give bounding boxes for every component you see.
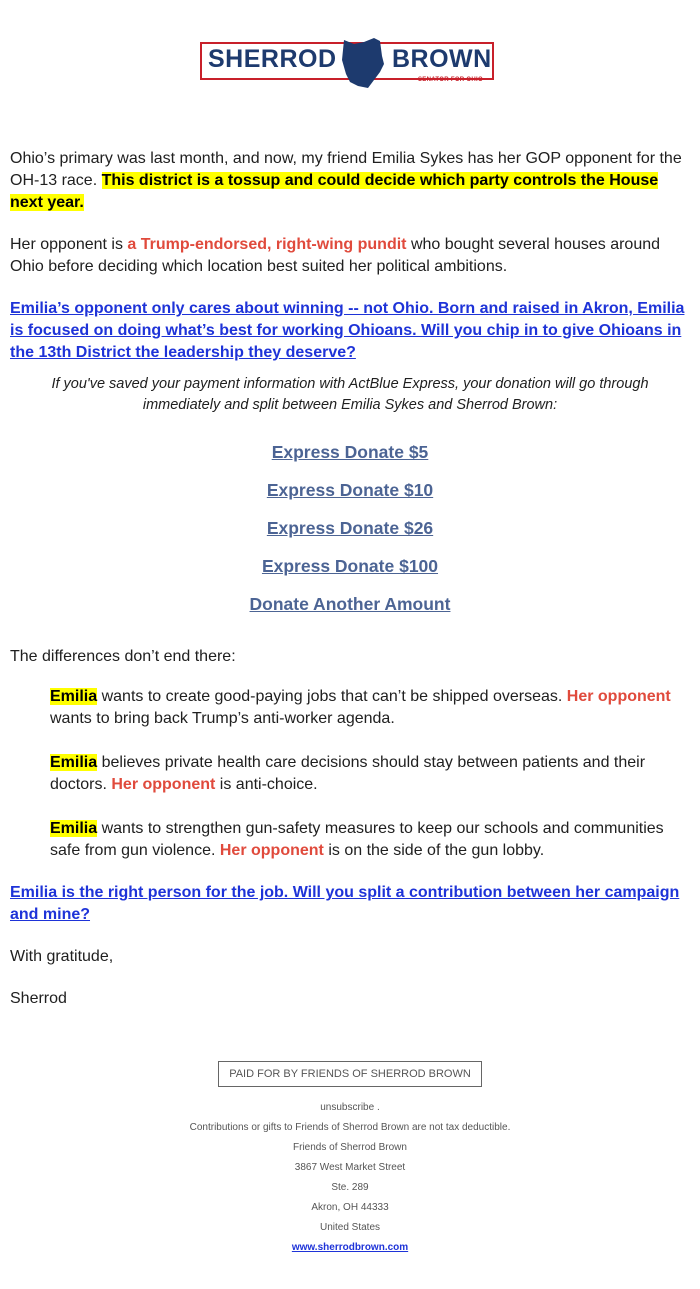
emilia-name: Emilia bbox=[50, 754, 98, 771]
opponent-paragraph bbox=[10, 234, 690, 278]
intro-paragraph bbox=[10, 148, 690, 214]
donate-row-5 bbox=[0, 442, 700, 463]
bullet-text: believes private health care decisions should stay between patients and their doctors. bbox=[50, 754, 646, 793]
suite: Ste. 289 bbox=[331, 1182, 369, 1193]
list-item bbox=[50, 686, 680, 730]
donate-row-26 bbox=[0, 518, 700, 539]
tax-note: Contributions or gifts to Friends of Sherrod Brown are not tax deductible. bbox=[189, 1122, 511, 1133]
list-item bbox=[50, 752, 680, 796]
logo-first-name: SHERROD bbox=[208, 45, 337, 73]
website-row bbox=[0, 1238, 700, 1258]
email-header bbox=[0, 0, 700, 120]
opponent-label: Her opponent bbox=[219, 842, 324, 859]
unsubscribe-link[interactable]: unsubscribe . bbox=[320, 1102, 380, 1113]
express-donate-26-link[interactable]: Express Donate $26 bbox=[266, 518, 434, 538]
bullet-text: wants to create good-paying jobs that can’t be shipped overseas. bbox=[97, 688, 567, 705]
paid-for-box: PAID FOR BY FRIENDS OF SHERROD BROWN bbox=[218, 1061, 482, 1087]
express-donate-10-link[interactable]: Express Donate $10 bbox=[266, 480, 434, 500]
campaign-logo bbox=[200, 42, 498, 86]
opponent-pre: Her opponent is bbox=[10, 236, 128, 253]
donate-row-100 bbox=[0, 556, 700, 577]
list-item bbox=[50, 818, 680, 862]
logo-last-name: BROWN bbox=[392, 45, 492, 73]
bullet-text: wants to strengthen gun-safety measures to keep our schools and communities safe from gun violence. bbox=[50, 820, 664, 859]
opponent-post: who bought several houses around Ohio before deciding which location best suited her political ambitions. bbox=[10, 236, 661, 275]
differences-heading: The differences don’t end there: bbox=[10, 648, 236, 665]
opponent-label: Her opponent bbox=[566, 688, 671, 705]
express-donate-5-link[interactable]: Express Donate $5 bbox=[271, 442, 429, 462]
opponent-red: a Trump-endorsed, right-wing pundit bbox=[127, 236, 407, 253]
closing: With gratitude, bbox=[10, 948, 114, 965]
cta-link-1[interactable]: Emilia’s opponent only cares about winning -- not Ohio. Born and raised in Akron, Emilia is focused on doing what’s best for working Ohioans. Will you chip in to give Ohioans in the 13th District the leadership they deserve? bbox=[10, 300, 685, 361]
emilia-name: Emilia bbox=[50, 688, 98, 705]
city: Akron, OH 44333 bbox=[311, 1202, 389, 1213]
donate-row-10 bbox=[0, 480, 700, 501]
cta-link-2[interactable]: Emilia is the right person for the job. Will you split a contribution between her campaign and mine? bbox=[10, 884, 680, 923]
country: United States bbox=[319, 1222, 381, 1233]
ohio-map-icon bbox=[340, 38, 386, 90]
bullet-after: is anti-choice. bbox=[215, 776, 318, 793]
donate-other-amount-link[interactable]: Donate Another Amount bbox=[249, 594, 451, 614]
intro-text: Ohio’s primary was last month, and now, my friend Emilia Sykes has her GOP opponent for the OH-13 race. bbox=[10, 150, 682, 189]
opponent-label: Her opponent bbox=[111, 776, 216, 793]
express-note: If you've saved your payment information with ActBlue Express, your donation will go through immediately and split between Emilia Sykes and Sherrod Brown: bbox=[51, 376, 649, 413]
org-name: Friends of Sherrod Brown bbox=[293, 1142, 407, 1153]
bullet-after: is on the side of the gun lobby. bbox=[323, 842, 545, 859]
signature: Sherrod bbox=[10, 990, 67, 1007]
website-link[interactable]: www.sherrodbrown.com bbox=[291, 1242, 409, 1253]
express-donate-100-link[interactable]: Express Donate $100 bbox=[261, 556, 439, 576]
bullet-after: wants to bring back Trump’s anti-worker agenda. bbox=[50, 710, 395, 727]
cta-paragraph-2 bbox=[10, 882, 690, 926]
cta-paragraph-1 bbox=[10, 298, 690, 364]
street-address: 3867 West Market Street bbox=[294, 1162, 406, 1173]
intro-highlight: This district is a tossup and could decide which party controls the House next year. bbox=[10, 172, 659, 211]
logo-subtitle: SENATOR FOR OHIO bbox=[418, 77, 483, 83]
emilia-name: Emilia bbox=[50, 820, 98, 837]
donate-row-other bbox=[0, 594, 700, 615]
